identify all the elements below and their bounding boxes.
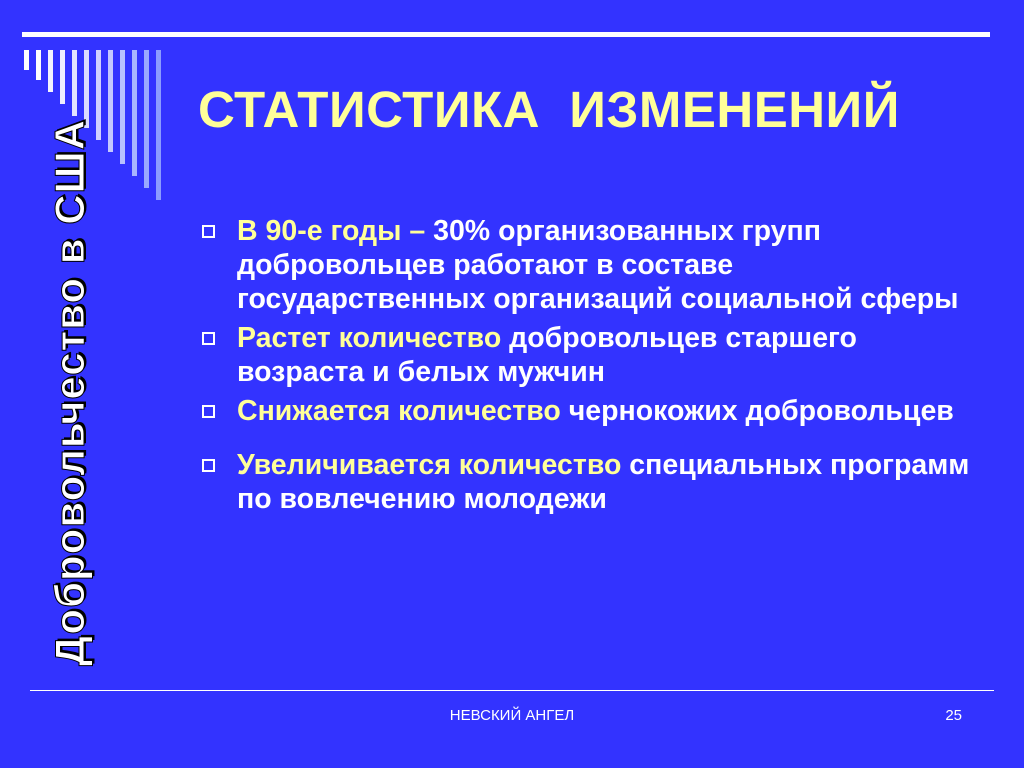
page-title: СТАТИСТИКА ИЗМЕНЕНИЙ [198,81,900,138]
bullet-list [200,214,970,516]
list-item [200,214,970,316]
list-item [200,394,970,428]
bullet-text: специальных программ по вовлечению молодежи [237,449,970,515]
bullet-text: 30% организованных групп добровольцев работают в составе государственных организаций социальной сферы [237,215,959,315]
top-rule [22,32,990,37]
bullet-text: чернокожих добровольцев [560,395,954,427]
list-item [200,448,970,516]
square-bullet-icon [202,405,215,418]
side-title: Добровольчество в США [46,118,93,666]
bullet-text: добровольцев старшего возраста и белых мужчин [237,322,857,388]
bullet-highlight: Растет количество [237,322,502,354]
square-bullet-icon [202,459,215,472]
bullet-highlight: Снижается количество [237,395,561,427]
bullet-highlight: Увеличивается количество [237,449,622,481]
bullet-highlight: В 90-е годы – [237,215,426,247]
square-bullet-icon [202,225,215,238]
bottom-rule [30,690,994,691]
square-bullet-icon [202,332,215,345]
list-item [200,321,970,389]
page-number: 25 [945,707,962,724]
footer-text: НЕВСКИЙ АНГЕЛ [449,707,575,724]
